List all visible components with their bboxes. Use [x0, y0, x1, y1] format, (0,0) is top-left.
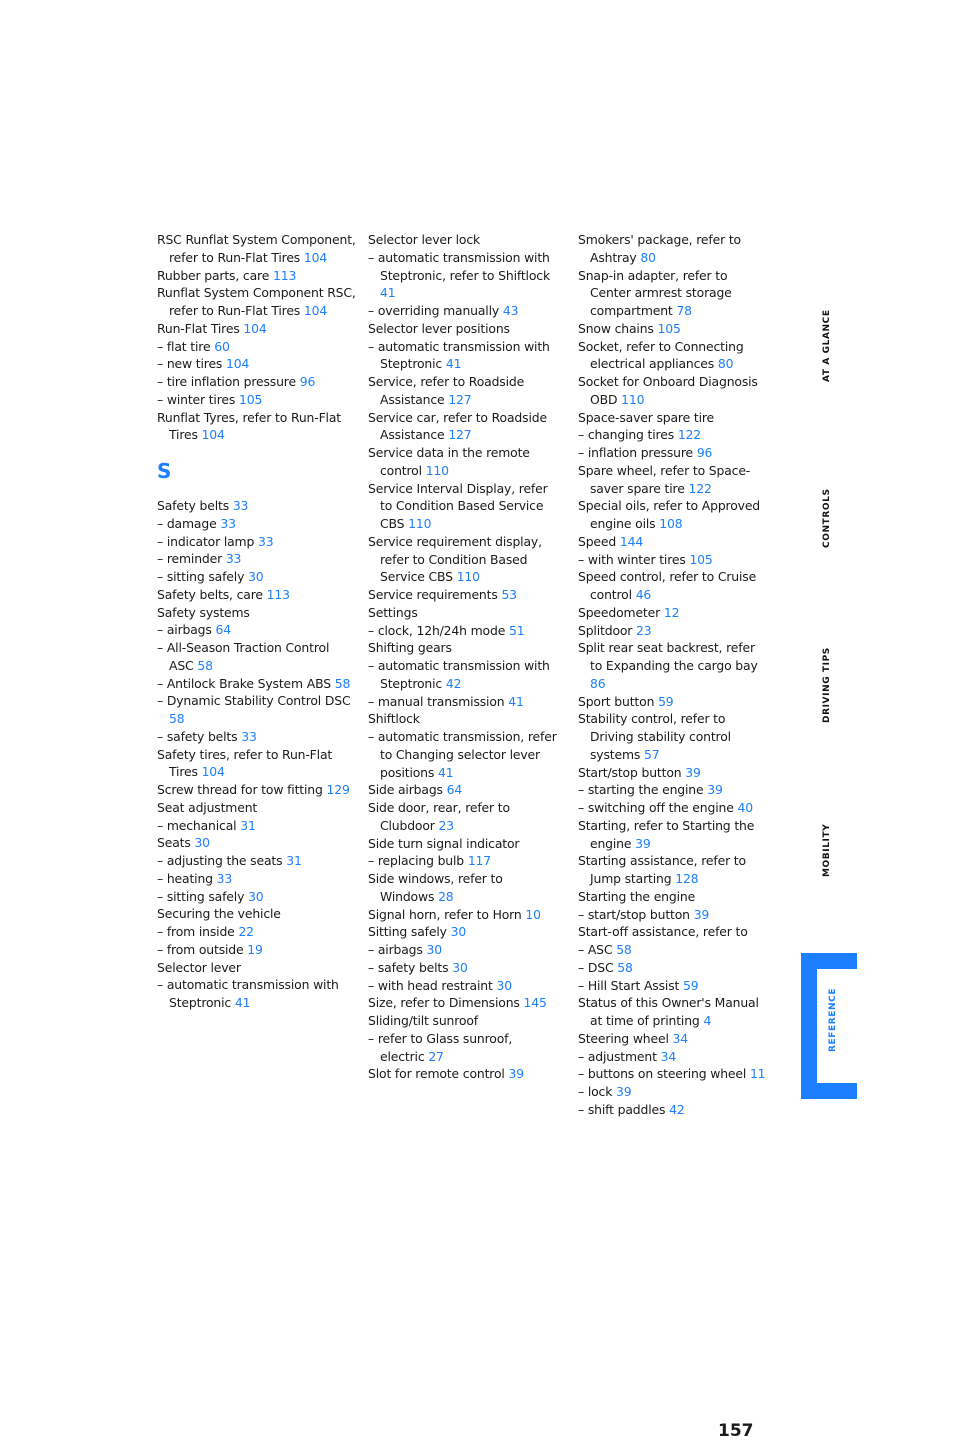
- page-reference-link[interactable]: 110: [408, 516, 432, 531]
- page-reference-link[interactable]: 58: [334, 675, 351, 691]
- section-letter: S: [157, 459, 172, 483]
- index-entry: [368, 835, 560, 853]
- index-entry-text: – new tires: [157, 356, 223, 372]
- page-reference-link[interactable]: 33: [257, 533, 274, 549]
- index-entry-text: – automatic transmission with Steptronic: [368, 338, 550, 372]
- index-entry-text: Seats: [157, 835, 191, 851]
- index-entry-text: Sport button: [578, 693, 655, 709]
- index-entry-text: – inflation pressure: [578, 445, 694, 460]
- page-reference-link[interactable]: 4: [703, 1013, 712, 1028]
- page-reference-link[interactable]: 96: [299, 374, 316, 389]
- page-reference-link[interactable]: 30: [496, 977, 512, 993]
- index-entry: [368, 710, 560, 728]
- page-reference-link[interactable]: 59: [683, 977, 699, 993]
- index-entry-text: – Dynamic Stability Control DSC: [157, 693, 351, 709]
- index-entry: [578, 1083, 770, 1101]
- page-reference-link[interactable]: 34: [660, 1048, 677, 1064]
- page-reference-link[interactable]: 122: [688, 480, 712, 496]
- index-entry-text: Smokers' package, refer to Ashtray: [578, 232, 741, 265]
- page-reference-link[interactable]: 122: [677, 427, 702, 443]
- index-entry-text: Service data in the remote control: [368, 445, 530, 478]
- index-entry: [157, 355, 357, 373]
- index-entry: [578, 622, 770, 640]
- index-entry-text: Snow chains: [578, 320, 654, 336]
- index-entry-text: Signal horn, refer to Horn: [368, 906, 522, 922]
- index-entry: [157, 746, 357, 782]
- index-entry: [578, 444, 770, 462]
- index-entry-text: Spare wheel, refer to Space-saver spare tire: [578, 462, 751, 496]
- index-entry-text: Safety belts, care: [157, 586, 263, 602]
- page-reference-link[interactable]: 110: [425, 462, 449, 478]
- index-entry: [578, 817, 770, 853]
- page-reference-link[interactable]: 43: [502, 303, 519, 318]
- index-entry-text: – changing tires: [578, 427, 675, 443]
- index-entry: [368, 959, 560, 977]
- index-entry-text: Splitdoor: [578, 622, 633, 638]
- page-reference-link[interactable]: 104: [303, 303, 328, 318]
- index-entry-text: – airbags: [368, 942, 423, 957]
- page-reference-link[interactable]: 46: [635, 587, 652, 602]
- index-column-2: [368, 231, 560, 1083]
- index-entry-text: Side airbags: [368, 782, 443, 798]
- page-reference-link[interactable]: 104: [201, 427, 225, 443]
- index-entry-text: – Antilock Brake System ABS: [157, 675, 331, 691]
- index-entry-text: – airbags: [157, 622, 212, 638]
- index-entry-text: Securing the vehicle: [157, 906, 281, 922]
- page-reference-link[interactable]: 51: [508, 622, 525, 638]
- index-entry-text: Selector lever lock: [368, 232, 481, 247]
- index-entry: [578, 551, 770, 569]
- index-entry: [157, 373, 357, 391]
- page-reference-link[interactable]: 104: [226, 356, 250, 372]
- index-entry-text: Space-saver spare tire: [578, 409, 715, 425]
- index-entry: [578, 568, 770, 604]
- index-entry: [368, 249, 560, 302]
- index-entry: [157, 692, 357, 728]
- index-entry: [578, 497, 770, 533]
- page-reference-link[interactable]: 145: [523, 995, 547, 1011]
- page-reference-link[interactable]: 30: [450, 924, 467, 940]
- index-entry: [157, 834, 357, 852]
- index-entry-text: Speedometer: [578, 604, 661, 620]
- index-entry: [368, 302, 560, 320]
- page-reference-link[interactable]: 105: [238, 391, 263, 407]
- page-reference-link[interactable]: 41: [508, 693, 524, 709]
- index-entry: [157, 409, 357, 445]
- index-entry: [578, 409, 770, 427]
- index-entry-text: – manual transmission: [368, 693, 505, 709]
- page-reference-link[interactable]: 30: [248, 888, 264, 904]
- index-entry-text: – buttons on steering wheel: [578, 1066, 747, 1082]
- page-reference-link[interactable]: 104: [303, 249, 328, 265]
- page-reference-link[interactable]: 78: [676, 303, 692, 318]
- page-reference-link[interactable]: 39: [685, 764, 701, 780]
- index-entry: [157, 338, 357, 356]
- index-entry: [157, 781, 357, 799]
- index-entry-text: Starting, refer to Starting the engine: [578, 817, 755, 851]
- index-entry: [157, 515, 357, 533]
- index-entry: [578, 338, 770, 374]
- page-reference-link[interactable]: 40: [737, 800, 753, 815]
- page-reference-link[interactable]: 39: [707, 782, 723, 798]
- index-entry-text: Speed control, refer to Cruise control: [578, 569, 757, 602]
- page-reference-link[interactable]: 39: [508, 1066, 524, 1082]
- index-entry-text: Start/stop button: [578, 764, 682, 780]
- index-entry: [157, 284, 357, 320]
- index-entry: [368, 693, 560, 711]
- index-entry: [157, 267, 357, 285]
- index-entry: [368, 994, 560, 1012]
- index-entry-text: Rubber parts, care: [157, 267, 270, 283]
- page-reference-link[interactable]: 117: [467, 853, 492, 869]
- index-entry: [578, 267, 770, 320]
- index-entry: [578, 888, 770, 906]
- index-entry: [368, 586, 560, 604]
- index-entry-text: Runflat System Component RSC, refer to Run-Flat Tires: [157, 285, 356, 318]
- index-entry-text: – with winter tires: [578, 551, 686, 567]
- index-entry-text: Runflat Tyres, refer to Run-Flat Tires: [157, 409, 341, 443]
- page-reference-link[interactable]: 127: [448, 427, 472, 443]
- index-entry-text: Sliding/tilt sunroof: [368, 1013, 478, 1028]
- index-entry-text: – refer to Glass sunroof, electric: [368, 1030, 513, 1064]
- index-entry: [368, 604, 560, 622]
- index-entry-text: Start-off assistance, refer to: [578, 924, 748, 940]
- index-entry-text: Shiftlock: [368, 711, 420, 727]
- index-entry-text: – flat tire: [157, 338, 211, 354]
- index-entry: [578, 231, 770, 267]
- tab-mobility[interactable]: MOBILITY: [822, 823, 832, 877]
- index-entry: [157, 320, 357, 338]
- index-entry-text: Slot for remote control: [368, 1066, 505, 1082]
- index-entry-text: – automatic transmission with Steptronic: [157, 977, 339, 1010]
- index-entry-text: Selector lever positions: [368, 320, 510, 336]
- index-entry-text: Status of this Owner's Manual at time of printing: [578, 995, 759, 1028]
- index-entry: [157, 905, 357, 923]
- index-entry-text: – lock: [578, 1084, 613, 1099]
- page-number: 157: [718, 1421, 754, 1441]
- index-entry-text: – ASC: [578, 942, 613, 957]
- index-entry-text: Special oils, refer to Approved engine oils: [578, 498, 761, 531]
- page-reference-link[interactable]: 30: [426, 942, 442, 957]
- index-entry: [578, 320, 770, 338]
- index-entry: [157, 639, 357, 675]
- index-entry-text: Seat adjustment: [157, 799, 258, 815]
- index-entry-text: – automatic transmission with Steptronic: [368, 658, 550, 691]
- page-reference-link[interactable]: 58: [169, 711, 185, 726]
- index-entry: [157, 675, 357, 693]
- page-reference-link[interactable]: 30: [248, 569, 264, 584]
- index-entry: [157, 497, 357, 515]
- index-entry: [578, 941, 770, 959]
- index-entry: [578, 426, 770, 444]
- index-entry-text: – damage: [157, 515, 217, 531]
- index-entry-text: – reminder: [157, 551, 223, 567]
- index-entry: [578, 764, 770, 782]
- index-entry-text: Sitting safely: [368, 924, 447, 940]
- page-reference-link[interactable]: 104: [201, 764, 225, 780]
- index-entry: [578, 710, 770, 763]
- page-reference-link[interactable]: 41: [234, 995, 251, 1010]
- page-reference-link[interactable]: 64: [446, 782, 463, 798]
- page-reference-link[interactable]: 127: [448, 391, 472, 407]
- index-entry-text: Selector lever: [157, 959, 241, 975]
- index-entry-text: Side turn signal indicator: [368, 835, 520, 851]
- index-entry: [578, 462, 770, 498]
- page-reference-link[interactable]: 34: [672, 1030, 689, 1046]
- index-entry: [368, 639, 560, 657]
- page-reference-link[interactable]: 41: [445, 356, 462, 372]
- index-entry-text: – start/stop button: [578, 906, 690, 922]
- page-reference-link[interactable]: 12: [663, 604, 680, 620]
- index-entry: [157, 941, 357, 959]
- index-entry-text: Steering wheel: [578, 1030, 669, 1046]
- index-entry-text: Safety tires, refer to Run-Flat Tires: [157, 746, 333, 780]
- page-reference-link[interactable]: 60: [214, 338, 230, 354]
- index-entry: [368, 941, 560, 959]
- index-entry: [368, 409, 560, 445]
- page-reference-link[interactable]: 96: [696, 445, 713, 460]
- index-entry-text: – heating: [157, 870, 213, 886]
- page-reference-link[interactable]: 22: [238, 924, 254, 939]
- index-entry-text: – starting the engine: [578, 782, 704, 798]
- page-reference-link[interactable]: 33: [241, 728, 257, 744]
- page-reference-link[interactable]: 105: [689, 551, 713, 567]
- index-entry: [578, 977, 770, 995]
- index-entry: [157, 852, 357, 870]
- index-entry-text: – sitting safely: [157, 569, 245, 584]
- page-reference-link[interactable]: 33: [232, 498, 249, 513]
- page-reference-link[interactable]: 19: [247, 941, 263, 957]
- index-entry: [368, 444, 560, 480]
- index-entry-text: – All-Season Traction Control ASC: [157, 640, 330, 673]
- index-entry: [157, 728, 357, 746]
- index-entry: [368, 728, 560, 781]
- index-entry: [157, 568, 357, 586]
- page-reference-link[interactable]: 39: [635, 835, 651, 851]
- index-entry-text: Safety belts: [157, 498, 230, 513]
- index-entry: [578, 852, 770, 888]
- page-reference-link[interactable]: 39: [693, 906, 710, 922]
- page-reference-link[interactable]: 86: [590, 675, 606, 691]
- index-entry: [368, 870, 560, 906]
- page-reference-link[interactable]: 23: [636, 622, 652, 638]
- index-entry: [368, 480, 560, 533]
- page-reference-link[interactable]: 58: [617, 959, 633, 975]
- index-entry-text: Snap-in adapter, refer to Center armrest storage compartment: [578, 267, 732, 318]
- index-entry-text: Side door, rear, refer to Clubdoor: [368, 800, 510, 833]
- page-reference-link[interactable]: 80: [640, 249, 656, 265]
- page-reference-link[interactable]: 53: [501, 587, 517, 602]
- index-entry-text: – Hill Start Assist: [578, 977, 680, 993]
- index-column-1: [157, 231, 357, 1012]
- index-entry-text: – indicator lamp: [157, 533, 255, 549]
- index-entry: [157, 870, 357, 888]
- index-entry: [157, 923, 357, 941]
- index-entry: [578, 604, 770, 622]
- page-reference-link[interactable]: 144: [619, 533, 644, 549]
- index-entry-text: Size, refer to Dimensions: [368, 995, 520, 1011]
- index-entry-text: – mechanical: [157, 817, 237, 833]
- page-reference-link[interactable]: 41: [437, 764, 454, 780]
- index-entry: [578, 639, 770, 692]
- index-entry: [578, 994, 770, 1030]
- index-entry-text: – automatic transmission with Steptronic, refer to Shiftlock: [368, 249, 550, 283]
- index-entry: [157, 604, 357, 622]
- tab-controls[interactable]: CONTROLS: [822, 488, 832, 548]
- page-reference-link[interactable]: 27: [428, 1048, 444, 1064]
- index-entry: [157, 799, 357, 817]
- page-reference-link[interactable]: 41: [380, 285, 396, 301]
- index-entry-text: – sitting safely: [157, 888, 245, 904]
- page-reference-link[interactable]: 42: [445, 675, 462, 691]
- index-entry: [157, 976, 357, 1012]
- index-entry-text: – adjusting the seats: [157, 853, 283, 868]
- index-entry-text: Screw thread for tow fitting: [157, 782, 323, 797]
- index-entry: [157, 959, 357, 977]
- index-entry-text: – switching off the engine: [578, 800, 734, 815]
- index-entry: [578, 1048, 770, 1066]
- index-entry: [368, 320, 560, 338]
- tab-reference[interactable]: REFERENCE: [828, 987, 838, 1052]
- index-entry: [368, 781, 560, 799]
- page-reference-link[interactable]: 30: [194, 835, 210, 851]
- page-reference-link[interactable]: 11: [749, 1066, 766, 1082]
- page-reference-link[interactable]: 57: [644, 746, 660, 762]
- index-entry: [578, 781, 770, 799]
- index-entry: [578, 1030, 770, 1048]
- page-reference-link[interactable]: 113: [266, 586, 290, 602]
- index-entry-text: Stability control, refer to Driving stability control systems: [578, 711, 731, 762]
- index-entry: [578, 906, 770, 924]
- index-entry-text: Starting the engine: [578, 888, 696, 904]
- index-entry: [157, 533, 357, 551]
- page-reference-link[interactable]: 104: [243, 320, 267, 336]
- index-entry-text: Service Interval Display, refer to Condition Based Service CBS: [368, 480, 548, 531]
- index-entry-text: – from outside: [157, 941, 244, 957]
- index-entry-text: – safety belts: [368, 959, 449, 975]
- index-entry-text: – from inside: [157, 924, 235, 939]
- index-entry: [578, 533, 770, 551]
- index-entry-text: – adjustment: [578, 1048, 657, 1064]
- page-reference-link[interactable]: 64: [215, 622, 231, 638]
- tab-driving-tips[interactable]: DRIVING TIPS: [822, 647, 832, 723]
- index-entry: [368, 338, 560, 374]
- index-entry-text: Service, refer to Roadside Assistance: [368, 374, 525, 407]
- index-entry: [157, 621, 357, 639]
- index-entry: [578, 693, 770, 711]
- page-reference-link[interactable]: 30: [452, 959, 468, 975]
- page-reference-link[interactable]: 80: [717, 356, 734, 372]
- index-entry: [368, 373, 560, 409]
- tab-at-a-glance[interactable]: AT A GLANCE: [822, 309, 832, 382]
- page-reference-link[interactable]: 58: [197, 657, 213, 673]
- index-entry-text: RSC Runflat System Component, refer to Run-Flat Tires: [157, 232, 356, 265]
- index-entry-text: Run-Flat Tires: [157, 320, 240, 336]
- index-entry: [578, 373, 770, 409]
- index-entry: [368, 657, 560, 693]
- index-entry-text: Socket for Onboard Diagnosis OBD: [578, 374, 758, 407]
- index-entry-text: Socket, refer to Connecting electrical appliances: [578, 338, 744, 372]
- index-entry-text: – DSC: [578, 959, 614, 975]
- index-entry: [368, 906, 560, 924]
- index-entry-text: Service requirement display, refer to Condition Based Service CBS: [368, 533, 542, 585]
- index-entry: [368, 977, 560, 995]
- index-column-3: [578, 231, 770, 1119]
- page-reference-link[interactable]: 33: [220, 515, 236, 531]
- page-reference-link[interactable]: 31: [240, 817, 256, 833]
- page-reference-link[interactable]: 110: [456, 569, 480, 585]
- index-entry: [368, 923, 560, 941]
- index-entry: [578, 923, 770, 941]
- index-entry-text: Speed: [578, 533, 617, 549]
- page-reference-link[interactable]: 108: [659, 516, 683, 531]
- page-reference-link[interactable]: 58: [616, 942, 632, 957]
- page-reference-link[interactable]: 31: [286, 853, 302, 868]
- index-entry-text: – overriding manually: [368, 303, 500, 318]
- index-entry: [578, 959, 770, 977]
- index-entry: [157, 586, 357, 604]
- page-reference-link[interactable]: 59: [658, 693, 674, 709]
- index-entry: [157, 391, 357, 409]
- index-entry: [157, 888, 357, 906]
- index-entry: [368, 1065, 560, 1083]
- index-entry: [368, 231, 560, 249]
- index-entry-text: – replacing bulb: [368, 853, 465, 869]
- page-reference-link[interactable]: 39: [616, 1084, 632, 1099]
- page-reference-link[interactable]: 113: [272, 267, 297, 283]
- index-entry-text: – automatic transmission, refer to Changing selector lever positions: [368, 729, 557, 780]
- page-reference-link[interactable]: 28: [438, 888, 454, 904]
- index-entry-text: – with head restraint: [368, 977, 493, 993]
- index-entry-text: Side windows, refer to Windows: [368, 871, 503, 904]
- index-entry-text: – tire inflation pressure: [157, 374, 296, 389]
- index-entry-text: – shift paddles: [578, 1101, 666, 1117]
- index-entry: [578, 1065, 770, 1083]
- index-entry-text: – winter tires: [157, 391, 236, 407]
- index-entry-text: – clock, 12h/24h mode: [368, 622, 506, 638]
- index-entry: [578, 799, 770, 817]
- index-entry: [368, 1030, 560, 1066]
- page-reference-link[interactable]: 110: [621, 391, 645, 407]
- index-entry: [157, 817, 357, 835]
- page-reference-link[interactable]: 10: [525, 906, 541, 922]
- index-entry-text: Service requirements: [368, 587, 498, 602]
- index-entry-text: Safety systems: [157, 604, 250, 620]
- page-reference-link[interactable]: 105: [657, 320, 681, 336]
- index-entry-text: Shifting gears: [368, 640, 452, 656]
- index-entry: [578, 1101, 770, 1119]
- index-entry: [368, 852, 560, 870]
- page-reference-link[interactable]: 42: [669, 1101, 685, 1117]
- index-entry-text: Settings: [368, 604, 418, 620]
- index-entry: [368, 622, 560, 640]
- index-entry-text: – safety belts: [157, 728, 238, 744]
- index-entry: [368, 1012, 560, 1030]
- page-reference-link[interactable]: 129: [326, 782, 350, 797]
- index-entry-text: Service car, refer to Roadside Assistance: [368, 409, 547, 443]
- index-entry-text: Starting assistance, refer to Jump starting: [578, 853, 746, 886]
- page-reference-link[interactable]: 33: [225, 551, 242, 567]
- index-entry: [157, 231, 357, 267]
- index-entry: [157, 550, 357, 568]
- page-reference-link[interactable]: 128: [675, 871, 699, 886]
- index-entry: [368, 799, 560, 835]
- page-reference-link[interactable]: 33: [216, 870, 233, 886]
- page-reference-link[interactable]: 23: [438, 817, 454, 833]
- index-entry-text: Split rear seat backrest, refer to Expanding the cargo bay: [578, 640, 758, 673]
- index-entry: [368, 533, 560, 586]
